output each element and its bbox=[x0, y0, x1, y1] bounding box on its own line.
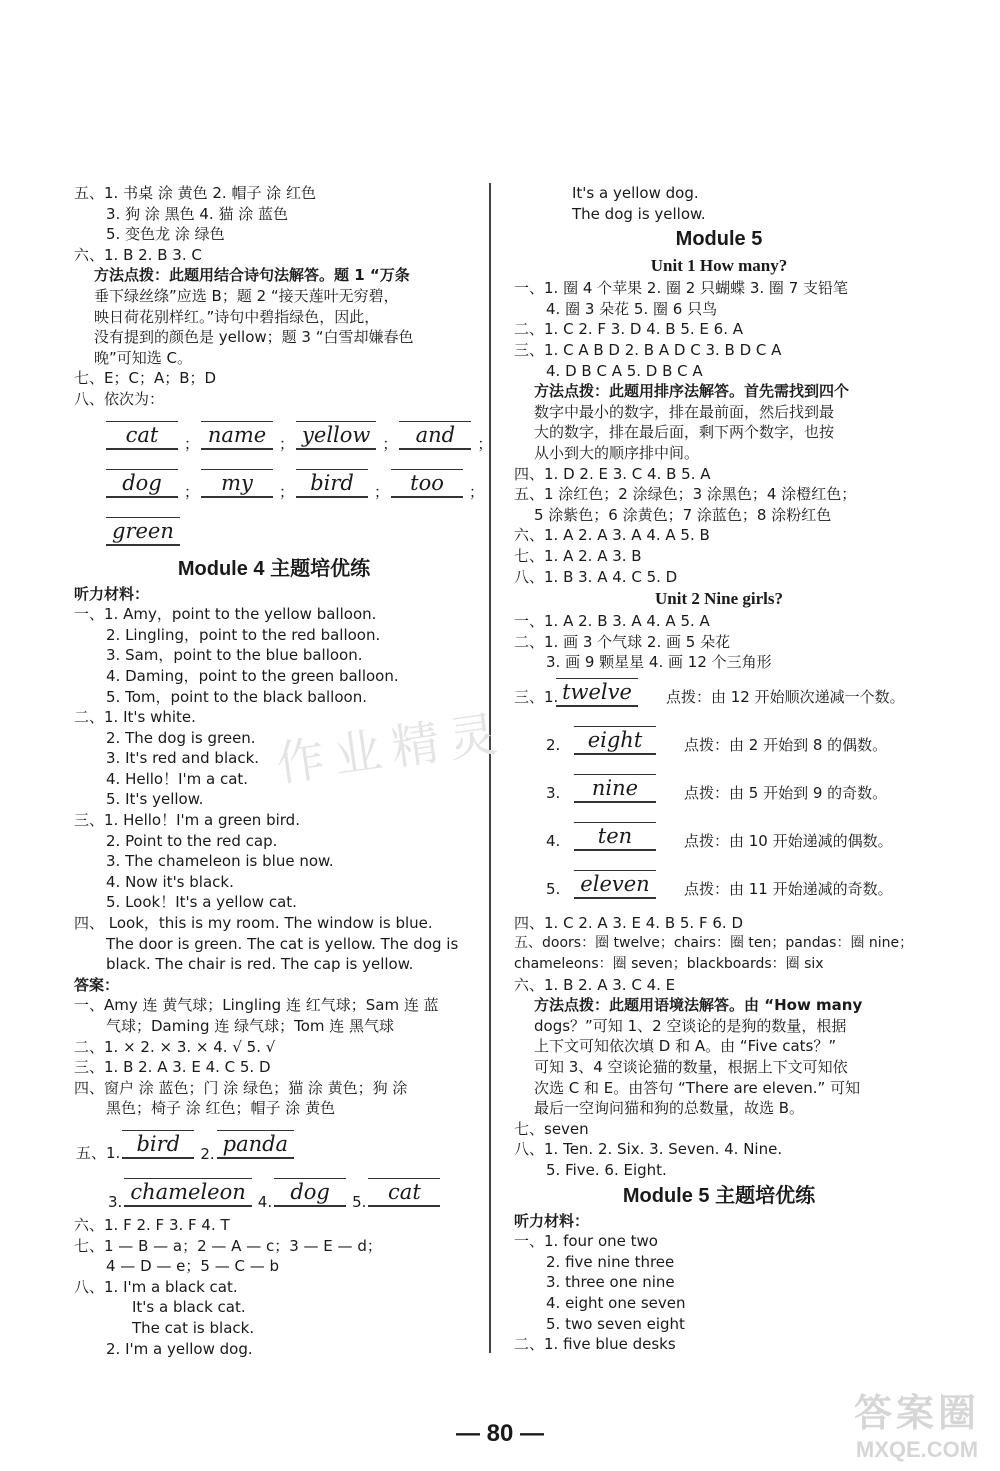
u1-sec8: 八、1. B 3. A 4. C 5. D bbox=[514, 567, 678, 586]
u1-sec6: 六、1. A 2. A 3. A 4. A 5. B bbox=[514, 526, 710, 545]
m5-sec1-line1: 一、1. four one two bbox=[514, 1232, 658, 1251]
hw-word-cell bbox=[391, 469, 463, 506]
m4-sec3-line5: 5. Look！It's a yellow cat. bbox=[106, 893, 297, 912]
watermark-text: 作业精灵 bbox=[272, 705, 511, 793]
page-number: — 80 — bbox=[455, 1420, 545, 1447]
u2-sec4: 四、1. C 2. A 3. E 4. B 5. F 6. D bbox=[514, 913, 743, 932]
hw-word: dog bbox=[274, 1178, 346, 1206]
hw-word-cell bbox=[556, 678, 638, 715]
u1-sec3-line2: 4. D B C A 5. D B C A bbox=[546, 361, 703, 380]
module5-practice-title: Module 5 主题培优练 bbox=[622, 1184, 816, 1207]
ans5-item-num: 5. bbox=[352, 1192, 367, 1211]
ans1-line1: 一、Amy 连 黄气球；Lingling 连 红气球；Sam 连 蓝 bbox=[74, 996, 439, 1015]
left-sec6-head: 六、1. B 2. B 3. C bbox=[74, 245, 202, 264]
hw-separator: ； bbox=[382, 434, 398, 453]
m4-sec1-line3: 3. Sam，point to the blue balloon. bbox=[106, 646, 363, 665]
u1-sec3-line1: 三、1. C A B D 2. B A D C 3. B D C A bbox=[514, 340, 782, 359]
handwriting-row-1 bbox=[74, 410, 493, 458]
ans7-line1: 七、1 — B — a；2 — A — c；3 — E — d； bbox=[74, 1236, 382, 1255]
left-sec6-tip-line5: 晚”可知选 C。 bbox=[94, 348, 193, 367]
m4-sec2-line4: 4. Hello！I'm a cat. bbox=[106, 769, 249, 788]
m5-sec1-line2: 2. five nine three bbox=[546, 1252, 675, 1271]
u2-sec3-row bbox=[514, 721, 924, 769]
m5-sec1-line3: 3. three one nine bbox=[546, 1273, 675, 1292]
u2-sec3-row bbox=[514, 865, 924, 913]
u2-tip-line1: 方法点拨：此题用语境法解答。由 “How many bbox=[534, 996, 863, 1015]
hw-word: bird bbox=[296, 469, 368, 497]
m5-sec1-line4: 4. eight one seven bbox=[546, 1293, 686, 1312]
u1-sec1-line1: 一、1. 圈 4 个苹果 2. 圈 2 只蝴蝶 3. 圈 7 支铅笔 bbox=[514, 279, 849, 298]
hw-word: panda bbox=[217, 1130, 294, 1158]
u2-sec5-line1: 五、doors：圈 twelve；chairs：圈 ten；pandas：圈 nine； bbox=[514, 935, 914, 952]
hw-word-cell bbox=[122, 1130, 194, 1167]
hw-word: eight bbox=[574, 726, 656, 754]
u2-tip-line2: dogs？”可知 1、2 空谈论的是狗的数量，根据 bbox=[534, 1016, 847, 1035]
hw-word: nine bbox=[574, 774, 656, 802]
u2-sec3-tip: 点拨：由 12 开始顺次递减一个数。 bbox=[666, 688, 905, 707]
hw-separator: ； bbox=[469, 482, 485, 501]
u1-sec5-line2: 5 涂紫色；6 涂黄色；7 涂蓝色；8 涂粉红色 bbox=[534, 505, 832, 524]
m4-sec4-line2: The door is green. The cat is yellow. The dog is bbox=[106, 934, 459, 953]
ans5-row1 bbox=[74, 1119, 474, 1167]
u1-tip-line3: 大的数字，排在最后面，剩下两个数字，也按 bbox=[534, 423, 835, 442]
ans4-line1: 四、窗户 涂 蓝色；门 涂 绿色；猫 涂 黄色；狗 涂 bbox=[74, 1078, 408, 1097]
column-divider bbox=[489, 183, 491, 1353]
hw-word: eleven bbox=[574, 870, 656, 898]
ans5-item-num: 4. bbox=[257, 1192, 273, 1211]
ans1-line2: 气球；Daming 连 绿气球；Tom 连 黑气球 bbox=[106, 1017, 395, 1035]
hw-word-cell bbox=[296, 469, 368, 506]
hw-word: and bbox=[399, 421, 471, 449]
u2-sec3-label: 三、1. bbox=[514, 688, 559, 707]
u2-sec3-label: 4. bbox=[546, 831, 561, 850]
u2-sec2-line2: 3. 画 9 颗星星 4. 画 12 个三角形 bbox=[546, 653, 772, 672]
right-top-line2: The dog is yellow. bbox=[572, 204, 706, 223]
ans2: 二、1. × 2. × 3. × 4. √ 5. √ bbox=[74, 1037, 276, 1056]
ans8-line4: 2. I'm a yellow dog. bbox=[106, 1339, 253, 1358]
answer-label: 答案： bbox=[74, 975, 120, 994]
right-column bbox=[514, 183, 924, 1355]
u2-tip-line3: 上下文可知依次填 D 和 A。由 “Five cats？” bbox=[534, 1037, 837, 1056]
u2-sec2-line1: 二、1. 画 3 个气球 2. 画 5 朵花 bbox=[514, 632, 731, 651]
ans7-line2: 4 — D — e；5 — C — b bbox=[106, 1257, 280, 1276]
watermark-logo bbox=[854, 1382, 980, 1463]
u1-sec2: 二、1. C 2. F 3. D 4. B 5. E 6. A bbox=[514, 320, 743, 339]
u2-sec3-row bbox=[514, 817, 924, 865]
module5-title: Module 5 bbox=[675, 228, 763, 251]
u2-sec3-label: 2. bbox=[546, 735, 561, 754]
u2-sec3-row bbox=[514, 769, 924, 817]
u2-sec1: 一、1. A 2. B 3. A 4. A 5. A bbox=[514, 612, 710, 631]
m4-sec3-line1: 三、1. Hello！I'm a green bird. bbox=[74, 811, 300, 830]
m4-sec2-line1: 二、1. It's white. bbox=[74, 708, 196, 727]
ans5-prefix: 五、1. bbox=[76, 1143, 121, 1162]
hw-word: twelve bbox=[556, 678, 638, 706]
hw-word-cell bbox=[574, 822, 656, 859]
left-listening-label: 听力材料： bbox=[74, 584, 150, 603]
hw-word-cell bbox=[217, 1130, 294, 1167]
hw-word-cell bbox=[574, 774, 656, 811]
m4-sec3-line2: 2. Point to the red cap. bbox=[106, 831, 278, 850]
left-sec5-line2: 3. 狗 涂 黑色 4. 猫 涂 蓝色 bbox=[106, 204, 289, 223]
hw-word-cell bbox=[296, 421, 376, 458]
hw-separator: ； bbox=[184, 434, 200, 453]
hw-separator: ； bbox=[279, 434, 295, 453]
hw-word-cell bbox=[201, 421, 273, 458]
left-sec6-tip-line4: 没有提到的颜色是 yellow；题 3 “白雪却嫌春色 bbox=[94, 328, 414, 347]
hw-word-cell bbox=[124, 1178, 251, 1215]
hw-word-cell bbox=[106, 421, 178, 458]
u2-sec3-tip: 点拨：由 11 开始递减的奇数。 bbox=[684, 880, 893, 899]
u2-sec3-tip: 点拨：由 10 开始递减的偶数。 bbox=[684, 832, 893, 851]
left-sec5-line3: 5. 变色龙 涂 绿色 bbox=[106, 225, 225, 244]
ans8-line3: The cat is black. bbox=[132, 1318, 255, 1337]
watermark-logo-title: 答案圈 bbox=[853, 1393, 980, 1435]
hw-word-cell bbox=[106, 469, 178, 506]
u2-sec3-tip: 点拨：由 5 开始到 9 的奇数。 bbox=[684, 784, 888, 803]
ans5-item-num: 2. bbox=[200, 1144, 215, 1163]
u2-sec3-label: 3. bbox=[546, 783, 561, 802]
u2-sec3-row bbox=[514, 673, 924, 721]
m5-sec1-line5: 5. two seven eight bbox=[546, 1314, 685, 1333]
left-sec6-tip-line1: 方法点拨：此题用结合诗句法解答。题 1 “万条 bbox=[94, 266, 410, 285]
hw-word-cell bbox=[106, 517, 180, 554]
m4-sec3-line4: 4. Now it's black. bbox=[106, 872, 234, 891]
u2-sec8-line2: 5. Five. 6. Eight. bbox=[546, 1161, 667, 1179]
m4-sec1-line4: 4. Daming，point to the green balloon. bbox=[106, 666, 399, 685]
hw-word: cat bbox=[368, 1178, 440, 1206]
m4-sec3-line3: 3. The chameleon is blue now. bbox=[106, 852, 334, 871]
ans3: 三、1. B 2. A 3. E 4. C 5. D bbox=[74, 1058, 271, 1077]
u1-sec4: 四、1. D 2. E 3. C 4. B 5. A bbox=[514, 464, 711, 483]
left-sec5-line1: 五、1. 书桌 涂 黄色 2. 帽子 涂 红色 bbox=[74, 184, 317, 202]
u2-sec8-line1: 八、1. Ten. 2. Six. 3. Seven. 4. Nine. bbox=[514, 1140, 783, 1159]
handwriting-row-2 bbox=[74, 458, 485, 506]
right-top-line1: It's a yellow dog. bbox=[572, 184, 699, 202]
left-sec6-tip-line3: 映日荷花别样红。”诗句中碧指绿色，因此， bbox=[94, 307, 380, 326]
hw-word: dog bbox=[106, 469, 178, 497]
u1-tip-line1: 方法点拨：此题用排序法解答。首先需找到四个 bbox=[534, 382, 850, 401]
u2-tip-line5: 次选 C 和 E。由答句 “There are eleven.” 可知 bbox=[534, 1078, 861, 1097]
hw-separator: ； bbox=[477, 434, 493, 453]
hw-word: yellow bbox=[296, 421, 376, 449]
unit1-title: Unit 1 How many? bbox=[650, 256, 788, 276]
hw-word-cell bbox=[274, 1178, 346, 1215]
hw-separator: ； bbox=[279, 482, 295, 501]
u1-sec7: 七、1. A 2. A 3. B bbox=[514, 546, 642, 565]
u2-sec7: 七、seven bbox=[514, 1119, 589, 1138]
hw-word-cell bbox=[574, 726, 656, 763]
m4-sec1-line5: 5. Tom，point to the black balloon. bbox=[106, 687, 367, 706]
ans5-row2 bbox=[74, 1167, 474, 1215]
m4-sec4-line1: 四、 Look，this is my room. The window is blue. bbox=[74, 914, 433, 933]
u2-sec3-label: 5. bbox=[546, 879, 561, 898]
m4-sec1-line2: 2. Lingling，point to the red balloon. bbox=[106, 625, 381, 644]
hw-word: name bbox=[201, 421, 273, 449]
m4-sec2-line2: 2. The dog is green. bbox=[106, 728, 256, 747]
ans8-line2: It's a black cat. bbox=[132, 1298, 246, 1317]
ans6: 六、1. F 2. F 3. F 4. T bbox=[74, 1215, 230, 1234]
u1-sec1-line2: 4. 圈 3 朵花 5. 圈 6 只鸟 bbox=[546, 299, 718, 318]
hw-word: green bbox=[106, 517, 180, 545]
u2-tip-line6: 最后一空询问猫和狗的总数量，故选 B。 bbox=[534, 1099, 805, 1118]
hw-separator: ； bbox=[374, 482, 390, 501]
left-sec6-tip-line2: 垂下绿丝绦”应选 B；题 2 “接天莲叶无穷碧， bbox=[94, 286, 399, 305]
left-sec8: 八、依次为： bbox=[74, 389, 165, 408]
module4-title: Module 4 主题培优练 bbox=[177, 557, 371, 580]
left-sec7: 七、E；C；A；B；D bbox=[74, 369, 217, 388]
m4-sec4-line3: black. The chair is red. The cap is yellow. bbox=[106, 955, 414, 974]
hw-word: cat bbox=[106, 421, 178, 449]
hw-separator: ； bbox=[184, 482, 200, 501]
hw-word: ten bbox=[574, 822, 656, 850]
hw-word-cell bbox=[368, 1178, 440, 1215]
m4-sec2-line3: 3. It's red and black. bbox=[106, 749, 260, 768]
u1-sec5-line1: 五、1 涂红色；2 涂绿色；3 涂黑色；4 涂橙红色； bbox=[514, 485, 857, 504]
u2-sec3-tip: 点拨：由 2 开始到 8 的偶数。 bbox=[684, 736, 888, 755]
ans8-line1: 八、1. I'm a black cat. bbox=[74, 1277, 238, 1296]
right-listening-label: 听力材料： bbox=[514, 1211, 590, 1230]
m4-sec1-line1: 一、1. Amy，point to the yellow balloon. bbox=[74, 605, 377, 624]
hw-word: bird bbox=[122, 1130, 194, 1158]
u2-sec5-line2: chameleons：圈 seven；blackboards：圈 six bbox=[514, 956, 824, 973]
hw-word: chameleon bbox=[124, 1178, 251, 1206]
handwriting-row-3 bbox=[74, 506, 474, 554]
m4-sec2-line5: 5. It's yellow. bbox=[106, 790, 204, 809]
m5-sec2: 二、1. five blue desks bbox=[514, 1335, 676, 1354]
u1-tip-line2: 数字中最小的数字，排在最前面，然后找到最 bbox=[534, 402, 835, 421]
u2-tip-line4: 可知 3、4 空谈论猫的数量，根据上下文可知依 bbox=[534, 1058, 848, 1077]
unit2-title: Unit 2 Nine girls? bbox=[655, 589, 783, 609]
hw-word: too bbox=[391, 469, 463, 497]
ans5-item-num: 3. bbox=[108, 1192, 123, 1211]
watermark-logo-url: MXQE.COM bbox=[855, 1437, 979, 1462]
hw-word-cell bbox=[574, 870, 656, 907]
ans4-line2: 黑色；椅子 涂 红色；帽子 涂 黄色 bbox=[106, 1099, 336, 1118]
u2-sec6: 六、1. B 2. A 3. C 4. E bbox=[514, 975, 676, 994]
u1-tip-line4: 从小到大的顺序排中间。 bbox=[534, 443, 700, 462]
hw-word-cell bbox=[201, 469, 273, 506]
hw-word-cell bbox=[399, 421, 471, 458]
hw-word: my bbox=[201, 469, 273, 497]
